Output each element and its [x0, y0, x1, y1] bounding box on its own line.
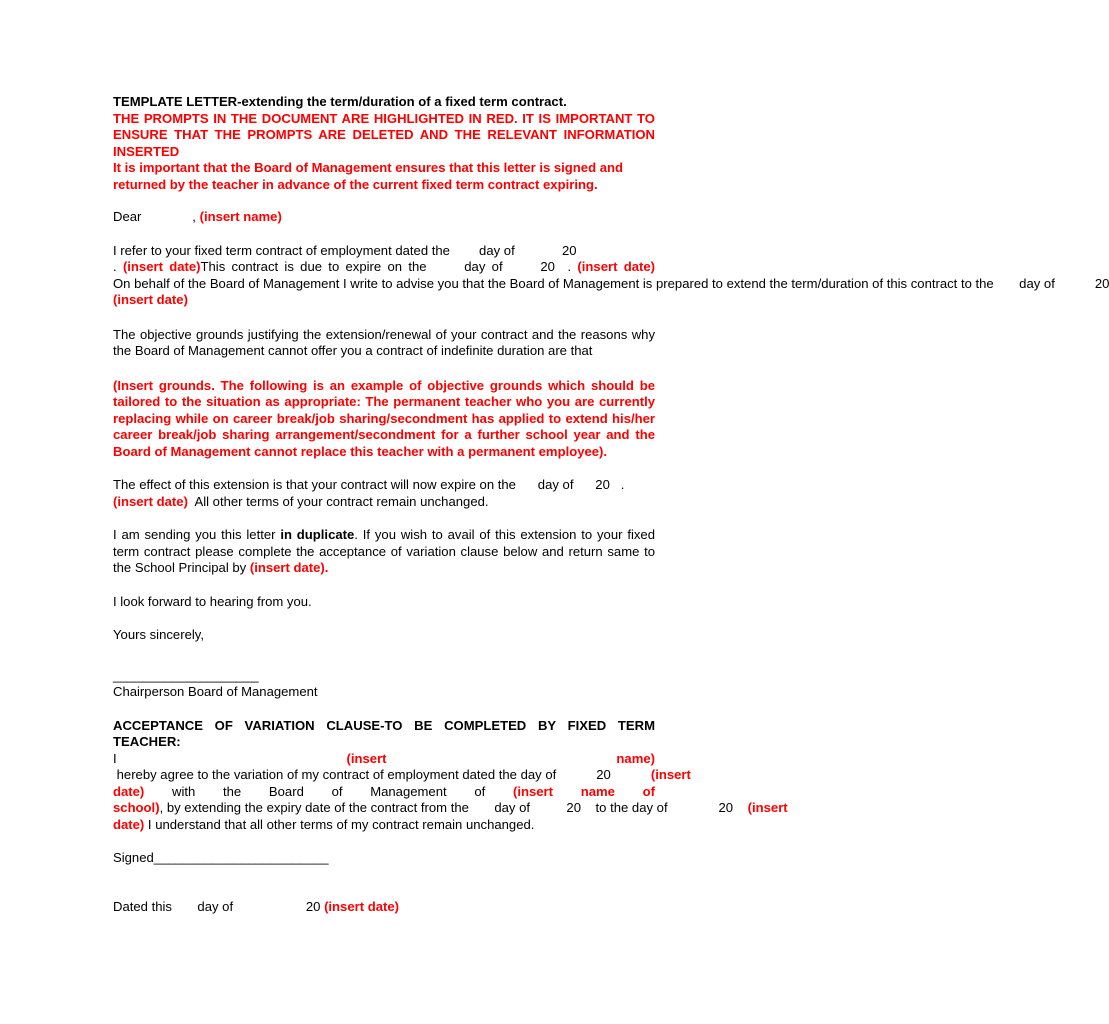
contract-date-prompt-2: (insert date) [577, 259, 656, 274]
yours-sincerely: Yours sincerely, [113, 627, 204, 642]
acceptance-heading: ACCEPTANCE OF VARIATION CLAUSE-TO BE COMPLETED BY FIXED TERM TEACHER: [113, 717, 655, 749]
signed-line: ________________________ [153, 850, 329, 865]
acceptance-date-prompt-1: (insert date) [113, 767, 691, 799]
acceptance-text-1: hereby agree to the variation of my contract of employment dated the day of 20 [113, 767, 651, 782]
acceptance-date-prompt-2: (insert date) [113, 800, 788, 832]
acceptance-text-4: I understand that all other terms of my contract remain unchanged. [144, 816, 535, 832]
prompt-notice: THE PROMPTS IN THE DOCUMENT ARE HIGHLIGHTED IN RED. IT IS IMPORTANT TO ENSURE THAT THE PROMPTS ARE DELETED AND THE RELEVANT INFORMATION INSERTED [113, 110, 655, 159]
acceptance-school-prompt: (insert name of school) [113, 783, 655, 815]
acceptance-text-3: , by extending the expiry date of the contract from the day of 20 to the day of 20 [159, 800, 748, 815]
contract-line1: I refer to your fixed term contract of employment dated the day of 20 [113, 242, 577, 258]
salutation-dear: Dear , [113, 209, 196, 224]
letter-body [113, 94, 1109, 915]
signed-label: Signed [113, 850, 154, 865]
duplicate-date-prompt: (insert date). [249, 560, 329, 575]
effect-text: The effect of this extension is that your contract will now expire on the day of 20 . [113, 477, 625, 492]
grounds-intro: The objective grounds justifying the extension/renewal of your contract and the reasons why the Board of Management cannot offer you a contract of indefinite duration are that [113, 326, 655, 358]
contract-date-prompt-1: (insert date) [122, 259, 201, 274]
contract-dot: . [113, 259, 117, 274]
dated-prompt: (insert date) [324, 898, 399, 914]
salutation-name-prompt: (insert name) [199, 209, 282, 224]
effect-paragraph [113, 477, 655, 510]
duplicate-bold: in duplicate [280, 527, 355, 542]
contract-date-prompt-3: (insert date) [113, 292, 188, 307]
acceptance-i: I [113, 750, 347, 766]
document-title: TEMPLATE LETTER-extending the term/duration of a fixed term contract. [113, 94, 567, 109]
look-forward: I look forward to hearing from you. [113, 593, 312, 609]
effect-date-prompt: (insert date) [113, 493, 188, 509]
effect-tail: All other terms of your contract remain unchanged. [187, 493, 489, 509]
acceptance-name-prompt: (insert name) [346, 750, 655, 766]
duplicate-paragraph [113, 527, 655, 577]
duplicate-lead: I am sending you this letter [113, 527, 281, 542]
signed-row [113, 850, 655, 867]
dated-text: Dated this day of 20 [113, 898, 325, 914]
contract-expire-text: This contract is due to expire on the day of 20 . [200, 259, 572, 274]
grounds-prompt: (Insert grounds. The following is an example of objective grounds which should be tailored to the situation as appropriate: The permanent teacher who you are currently replacing while on career break/job sharing/secondment has applied to extend his/her career break/job sharing arrangement/secondment for a further school year and the Board of Management cannot replace this teacher with a permanent employee). [113, 377, 655, 459]
chair-signature-line: ____________________ [113, 667, 259, 683]
signing-notice: It is important that the Board of Management ensures that this letter is signed and returned by the teacher in advance of the current fixed term contract expiring. [113, 160, 623, 192]
salutation [113, 209, 655, 226]
contract-on-behalf-text: On behalf of the Board of Management I write to advise you that the Board of Management is prepared to extend the term/duration of this contract to the day of 20 [113, 275, 1109, 291]
acceptance-text-2: with the Board of Management of [144, 783, 513, 799]
acceptance-paragraph [113, 750, 788, 834]
duplicate-rest: . If you wish to avail of this extension to your fixed term contract please complete the acceptance of variation clause below and return same to the School Principal by [113, 527, 655, 575]
chair-signatory: Chairperson Board of Management [113, 684, 318, 699]
dated-row [113, 899, 655, 916]
contract-paragraph [113, 242, 1109, 309]
